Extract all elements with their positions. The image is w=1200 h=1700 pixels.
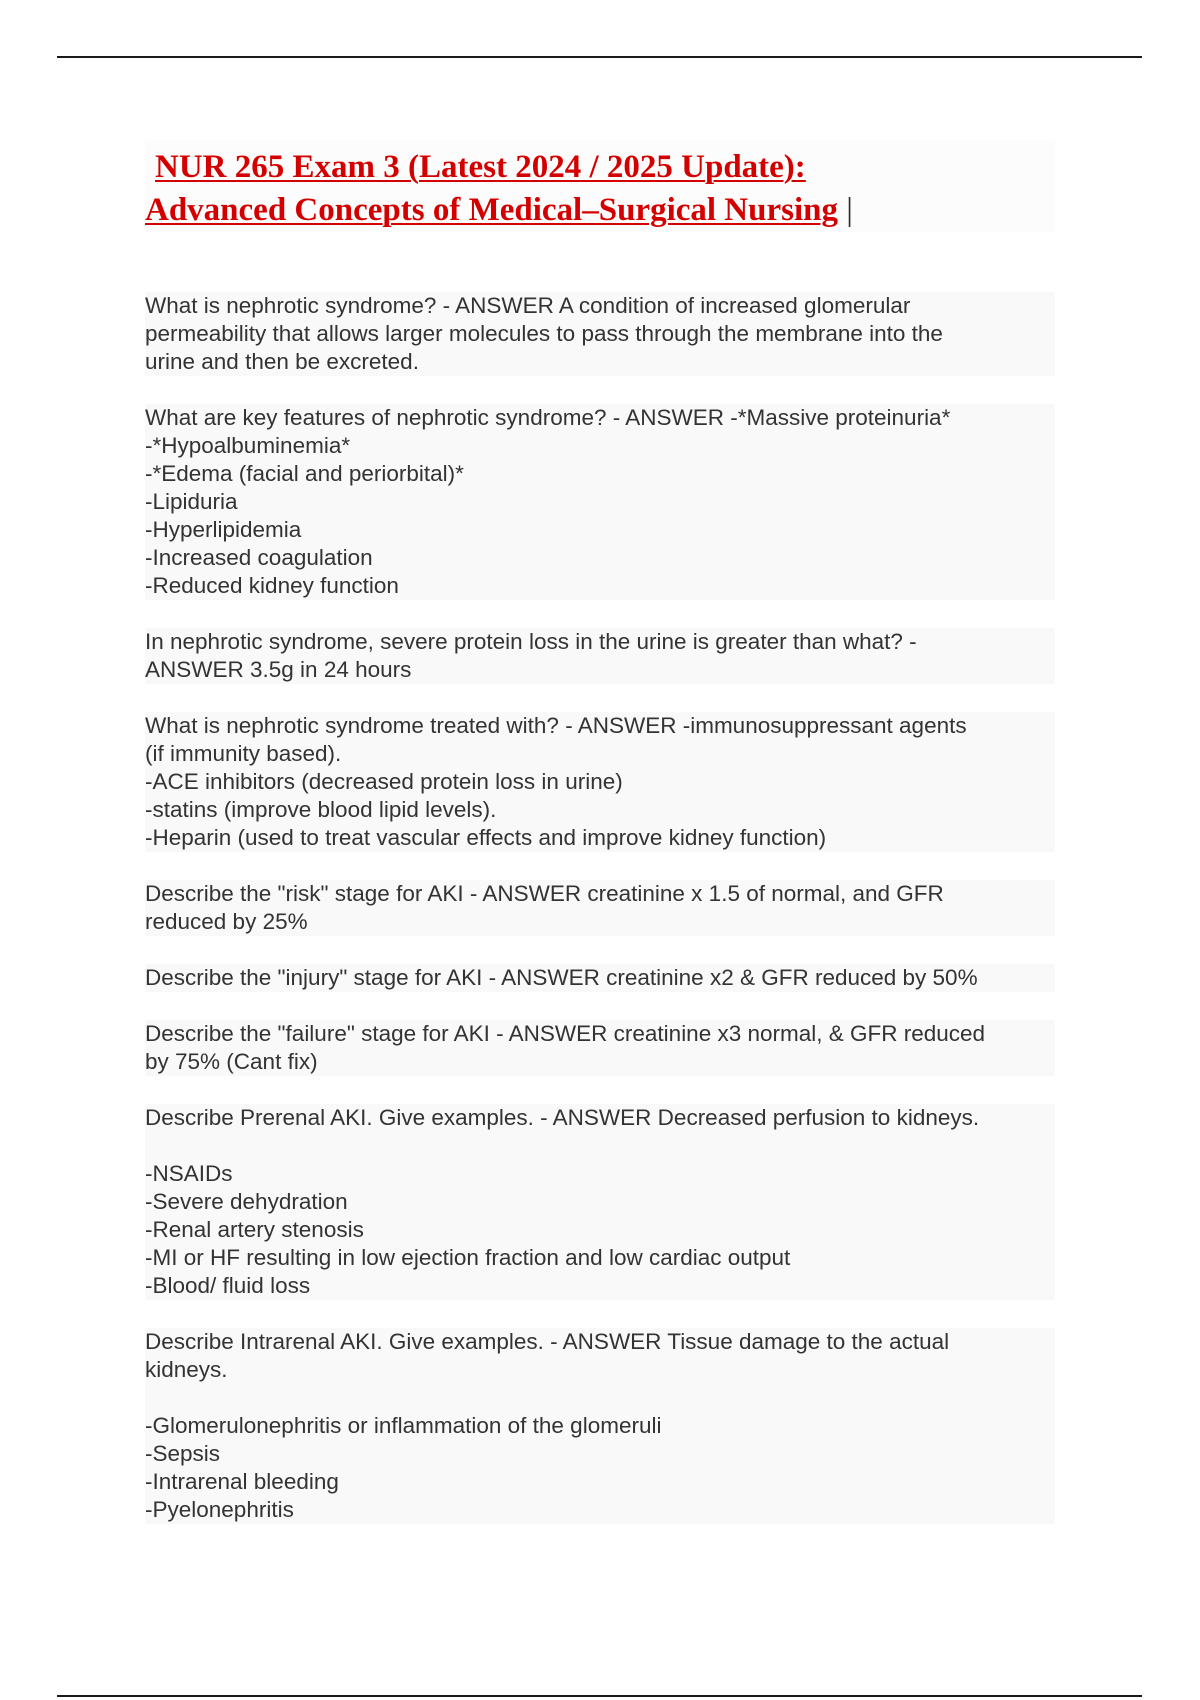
- qa-line: -Severe dehydration: [145, 1189, 348, 1214]
- qa-block: [145, 880, 1055, 936]
- qa-line: What are key features of nephrotic syndrome? - ANSWER -*Massive proteinuria*: [145, 405, 951, 430]
- title-line-2-text: Advanced Concepts of Medical–Surgical Nursing: [145, 192, 838, 228]
- qa-line: -Lipiduria: [145, 489, 238, 514]
- title-separator: |: [846, 192, 853, 228]
- qa-line: -*Hypoalbuminemia*: [145, 433, 351, 458]
- qa-line: -statins (improve blood lipid levels).: [145, 797, 497, 822]
- qa-line: -MI or HF resulting in low ejection fraction and low cardiac output: [145, 1245, 791, 1270]
- qa-line: -Intrarenal bleeding: [145, 1469, 339, 1494]
- qa-line: kidneys.: [145, 1357, 228, 1382]
- qa-line: -Renal artery stenosis: [145, 1217, 364, 1242]
- qa-line: What is nephrotic syndrome? - ANSWER A condition of increased glomerular: [145, 293, 911, 318]
- qa-block: [145, 404, 1055, 600]
- qa-line: -Pyelonephritis: [145, 1497, 294, 1522]
- qa-line: by 75% (Cant fix): [145, 1049, 318, 1074]
- qa-line: -Increased coagulation: [145, 545, 373, 570]
- qa-line: -NSAIDs: [145, 1161, 233, 1186]
- qa-line: -Sepsis: [145, 1441, 221, 1466]
- qa-block: [145, 1328, 1055, 1524]
- qa-block: [145, 292, 1055, 376]
- qa-line: What is nephrotic syndrome treated with? - ANSWER -immunosuppressant agents: [145, 713, 967, 738]
- top-rule: [57, 56, 1142, 58]
- qa-line: In nephrotic syndrome, severe protein loss in the urine is greater than what? -: [145, 629, 917, 654]
- qa-line: -ACE inhibitors (decreased protein loss in urine): [145, 769, 623, 794]
- title-line-1-text: NUR 265 Exam 3 (Latest 2024 / 2025 Update):: [155, 149, 806, 185]
- qa-line: Describe the "injury" stage for AKI - ANSWER creatinine x2 & GFR reduced by 50%: [145, 965, 978, 990]
- qa-line: -Hyperlipidemia: [145, 517, 302, 542]
- document-title: [145, 140, 1055, 232]
- qa-line: Describe the "failure" stage for AKI - ANSWER creatinine x3 normal, & GFR reduced: [145, 1021, 986, 1046]
- blank-line: [145, 1384, 1055, 1412]
- qa-block: [145, 628, 1055, 684]
- blank-line: [145, 1132, 1055, 1160]
- qa-line: Describe the "risk" stage for AKI - ANSWER creatinine x 1.5 of normal, and GFR: [145, 881, 944, 906]
- qa-block: [145, 1020, 1055, 1076]
- qa-line: Describe Intrarenal AKI. Give examples. - ANSWER Tissue damage to the actual: [145, 1329, 950, 1354]
- qa-block: [145, 1104, 1055, 1300]
- qa-line: -Reduced kidney function: [145, 573, 399, 598]
- qa-block: [145, 964, 1055, 992]
- qa-line: (if immunity based).: [145, 741, 342, 766]
- qa-line: Describe Prerenal AKI. Give examples. - ANSWER Decreased perfusion to kidneys.: [145, 1105, 980, 1130]
- qa-line: permeability that allows larger molecules to pass through the membrane into the: [145, 321, 943, 346]
- qa-line: ANSWER 3.5g in 24 hours: [145, 657, 412, 682]
- qa-list: [145, 292, 1055, 1524]
- qa-block: [145, 712, 1055, 852]
- qa-line: reduced by 25%: [145, 909, 308, 934]
- qa-line: -*Edema (facial and periorbital)*: [145, 461, 464, 486]
- title-line-1: [145, 146, 1055, 189]
- bottom-rule: [57, 1695, 1142, 1697]
- qa-line: -Heparin (used to treat vascular effects and improve kidney function): [145, 825, 827, 850]
- qa-line: urine and then be excreted.: [145, 349, 419, 374]
- qa-line: -Blood/ fluid loss: [145, 1273, 311, 1298]
- title-line-2: [145, 189, 1055, 232]
- qa-line: -Glomerulonephritis or inflammation of the glomeruli: [145, 1413, 662, 1438]
- document-body: [145, 140, 1055, 1552]
